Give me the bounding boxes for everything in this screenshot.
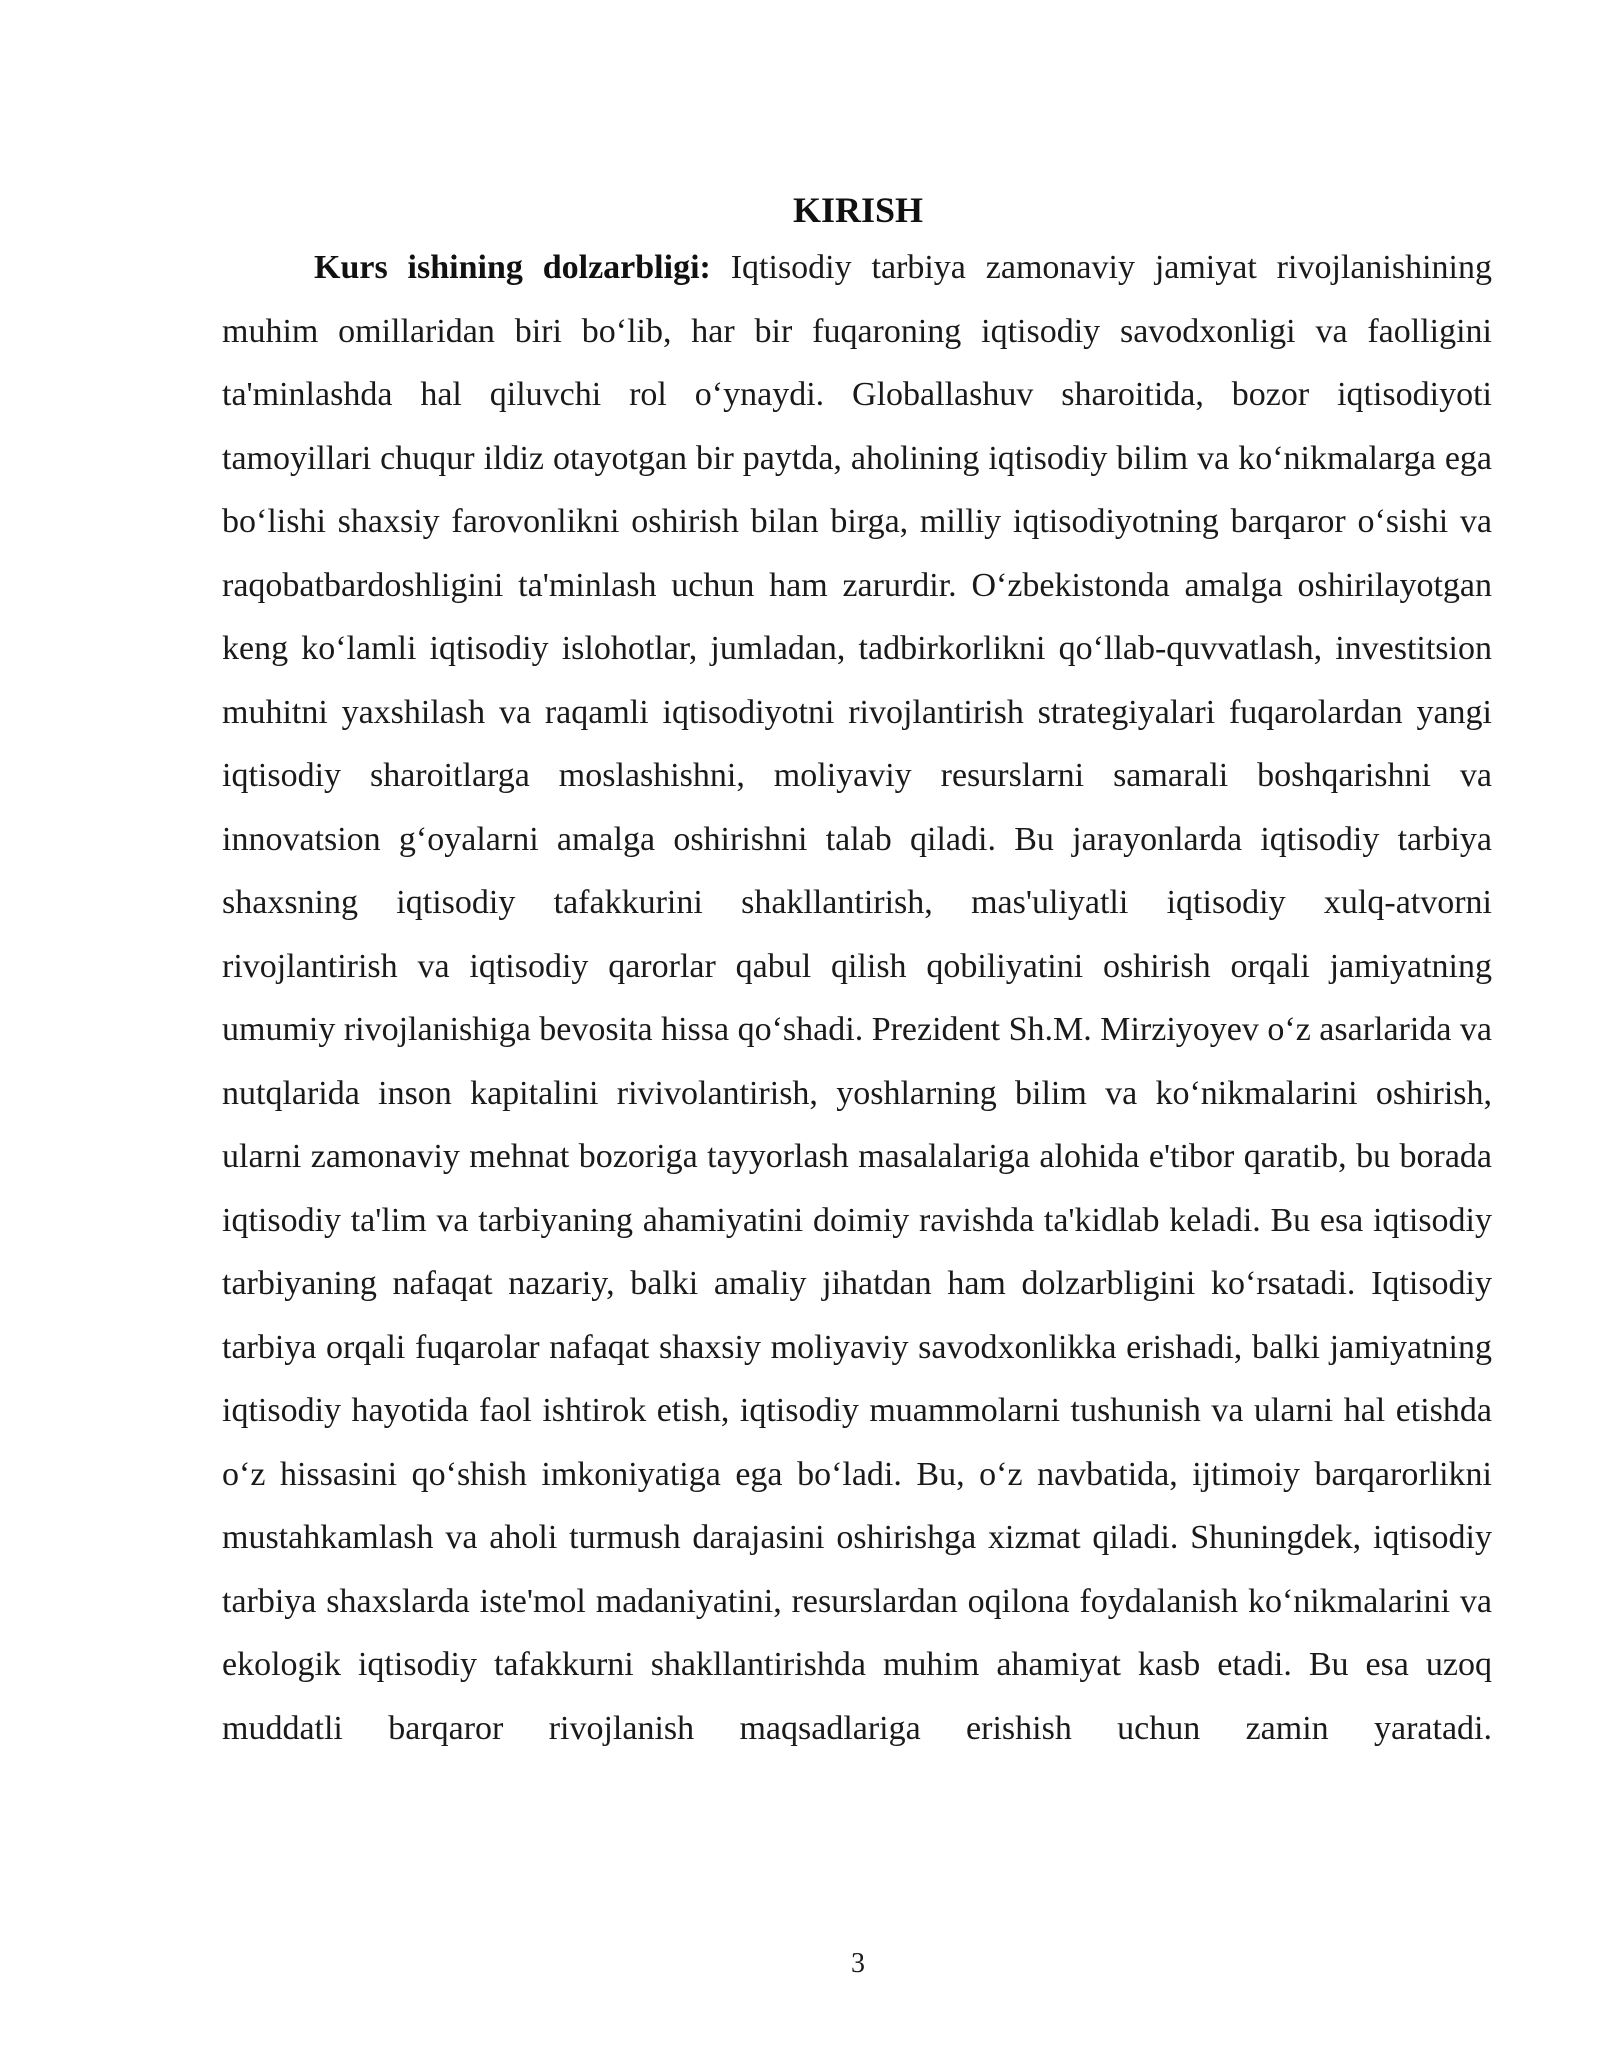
paragraph-lead: Kurs ishining dolzarbligi: — [314, 249, 711, 286]
body-paragraph — [222, 236, 1492, 1760]
paragraph-text: Iqtisodiy tarbiya zamonaviy jamiyat rivojlanishining muhim omillaridan biri bo‘lib, har bir fuqaroning iqtisodiy savodxonligi va faolligini ta'minlashda hal qiluvchi rol o‘ynaydi. Globallashuv sharoitida, bozor iqtisodiyoti tamoyillari chuqur ildiz otayotgan bir paytda, aholining iqtisodiy bilim va ko‘nikmalarga ega bo‘lishi shaxsiy farovonlikni oshirish bilan birga, milliy iqtisodiyotning barqaror o‘sishi va raqobatbardoshligini ta'minlash uchun ham zarurdir. O‘zbekistonda amalga oshirilayotgan keng ko‘lamli iqtisodiy islohotlar, jumladan, tadbirkorlikni qo‘llab-quvvatlash, investitsion muhitni yaxshilash va raqamli iqtisodiyotni rivojlantirish strategiyalari fuqarolardan yangi iqtisodiy sharoitlarga moslashishni, moliyaviy resurslarni samarali boshqarishni va innovatsion g‘oyalarni amalga oshirishni talab qiladi. Bu jarayonlarda iqtisodiy tarbiya shaxsning iqtisodiy tafakkurini shakllantirish, mas'uliyatli iqtisodiy xulq-atvorni rivojlantirish va iqtisodiy qarorlar qabul qilish qobiliyatini oshirish orqali jamiyatning umumiy rivojlanishiga bevosita hissa qo‘shadi. Prezident Sh.M. Mirziyoyev o‘z asarlarida va nutqlarida inson kapitalini rivivolantirish, yoshlarning bilim va ko‘nikmalarini oshirish, ularni zamonaviy mehnat bozoriga tayyorlash masalalariga alohida e'tibor qaratib, bu borada iqtisodiy ta'lim va tarbiyaning ahamiyatini doimiy ravishda ta'kidlab keladi. Bu esa iqtisodiy tarbiyaning nafaqat nazariy, balki amaliy jihatdan ham dolzarbligini ko‘rsatadi. Iqtisodiy tarbiya orqali fuqarolar nafaqat shaxsiy moliyaviy savodxonlikka erishadi, balki jamiyatning iqtisodiy hayotida faol ishtirok etish, iqtisodiy muammolarni tushunish va ularni hal etishda o‘z hissasini qo‘shish imkoniyatiga ega bo‘ladi. Bu, o‘z navbatida, ijtimoiy barqarorlikni mustahkamlash va aholi turmush darajasini oshirishga xizmat qiladi. Shuningdek, iqtisodiy tarbiya shaxslarda iste'mol madaniyatini, resurslardan oqilona foydalanish ko‘nikmalarini va ekologik iqtisodiy tafakkurni shakllantirishda muhim ahamiyat kasb etadi. Bu esa uzoq muddatli barqaror rivojlanish maqsadlariga erishish uchun zamin yaratadi. — [222, 249, 1493, 1747]
section-title: KIRISH — [792, 190, 924, 230]
page-number: 3 — [851, 1948, 865, 1979]
